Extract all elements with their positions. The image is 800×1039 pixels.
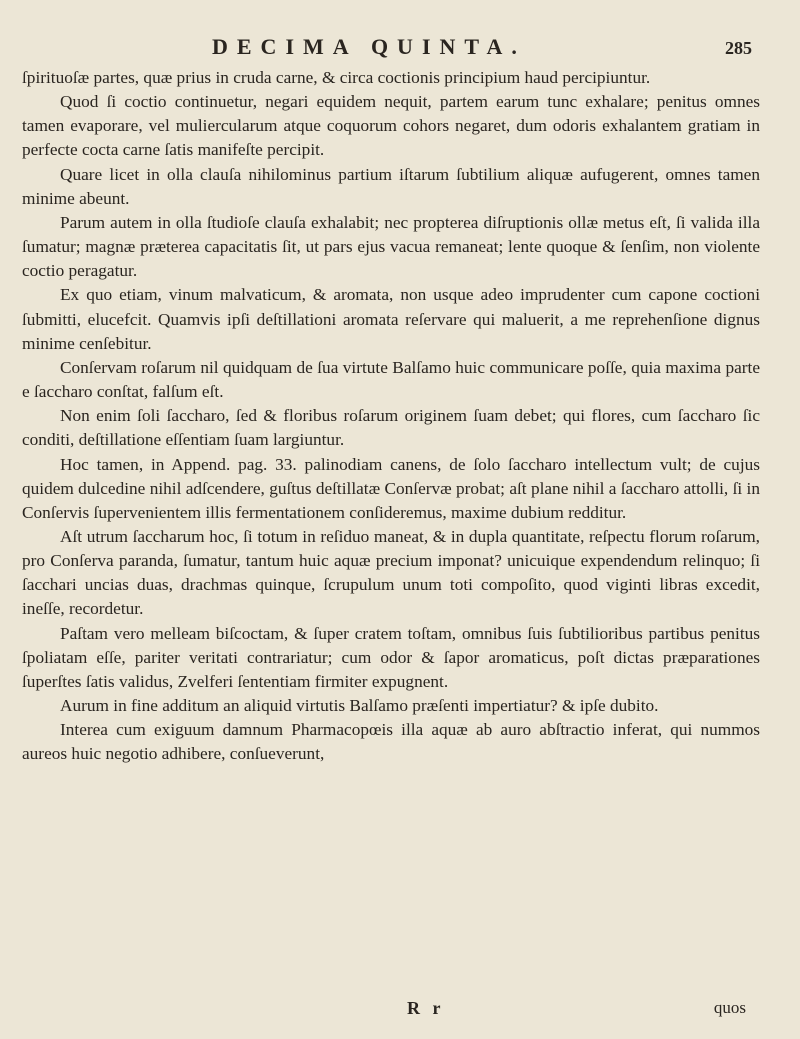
paragraph-9: Paſtam vero melleam biſcoctam, & ſuper cratem toſtam, omnibus ſuis ſubtilioribus partibus penitus ſpoliatam eſſe, pariter veritati contrariatur; cum odor & ſapor aromaticus, poſt dictas præparationes ſuperſtes ſatis validus, Zvelferi ſententiam firmiter expugnent. bbox=[22, 623, 760, 691]
paragraph-3: Parum autem in olla ſtudioſe clauſa exhalabit; nec propterea diſruptionis ollæ metus eſt, ſi valida illa ſumatur; magnæ præterea capacitatis ſit, ut pars ejus vacua remaneat; lente quoque & ſenſim, non violente coctio peragatur. bbox=[22, 212, 760, 281]
page-number: 285 bbox=[725, 38, 752, 58]
page-footer bbox=[22, 998, 760, 1024]
catchword: quos bbox=[713, 998, 746, 1017]
page-body bbox=[22, 66, 760, 767]
paragraph-11: Interea cum exiguum damnum Pharmacopœis illa aquæ ab auro abſtractio inferat, qui nummos aureos huic negotio adhibere, conſueverunt, bbox=[22, 720, 760, 764]
paragraph-6: Non enim ſoli ſaccharo, ſed & floribus roſarum originem ſuam debet; qui flores, cum ſaccharo ſic conditi, deſtillatione eſſentiam ſuam largiuntur. bbox=[22, 406, 760, 450]
paragraph-10: Aurum in fine additum an aliquid virtutis Balſamo præſenti impertiatur? & ipſe dubito. bbox=[60, 696, 659, 716]
page-header bbox=[22, 34, 760, 64]
paragraph-4: Ex quo etiam, vinum malvaticum, & aromata, non usque adeo imprudenter cum capone coctioni ſubmitti, elucefcit. Quamvis ipſi deſtillationi aromata reſervare qui maluerit, a me reprehenſione dignus minime cenſebitur. bbox=[22, 285, 760, 353]
running-head: DECIMA QUINTA. bbox=[212, 34, 526, 59]
paragraph-8: Aſt utrum ſaccharum hoc, ſi totum in reſiduo maneat, & in dupla quantitate, reſpectu florum roſarum, pro Conſerva paranda, ſumatur, tantum huic aquæ precium imponat? unicuique expendendum relinquo; ſi ſacchari uncias duas, drachmas quinque, ſcrupulum unum toti compoſito, quod viginti libras excedit, ineſſe, recordetur. bbox=[22, 526, 760, 619]
paragraph-5: Conſervam roſarum nil quidquam de ſua virtute Balſamo huic communicare poſſe, quia maxima parte e ſaccharo conſtat, falſum eſt. bbox=[22, 357, 760, 402]
paragraph-7: Hoc tamen, in Append. pag. 33. palinodiam canens, de ſolo ſaccharo intellectum vult; de cujus quidem dulcedine nihil adſcendere, guſtus deſtillatæ Conſervæ probat; aſt plane nihil a ſaccharo attolli, ſi in Conſervis ſupervenientem illis fermentationem conſideremus, maxime dubium redditur. bbox=[22, 454, 760, 522]
paragraph-2: Quare licet in olla clauſa nihilominus partium iſtarum ſubtilium aliquæ aufugerent, omnes tamen minime abeunt. bbox=[22, 164, 760, 208]
paragraph-1: Quod ſi coctio continuetur, negari equidem nequit, partem earum tunc exhalare; penitus omnes tamen evaporare, vel muliercularum atque coquorum cohors negaret, dum odoris exhalantem gratiam in perfecte cocta carne ſatis manifeſte percipit. bbox=[22, 92, 760, 160]
signature-mark: R r bbox=[407, 998, 445, 1018]
paragraph-0: ſpirituoſæ partes, quæ prius in cruda carne, & circa coctionis principium haud percipiuntur. bbox=[22, 68, 651, 87]
